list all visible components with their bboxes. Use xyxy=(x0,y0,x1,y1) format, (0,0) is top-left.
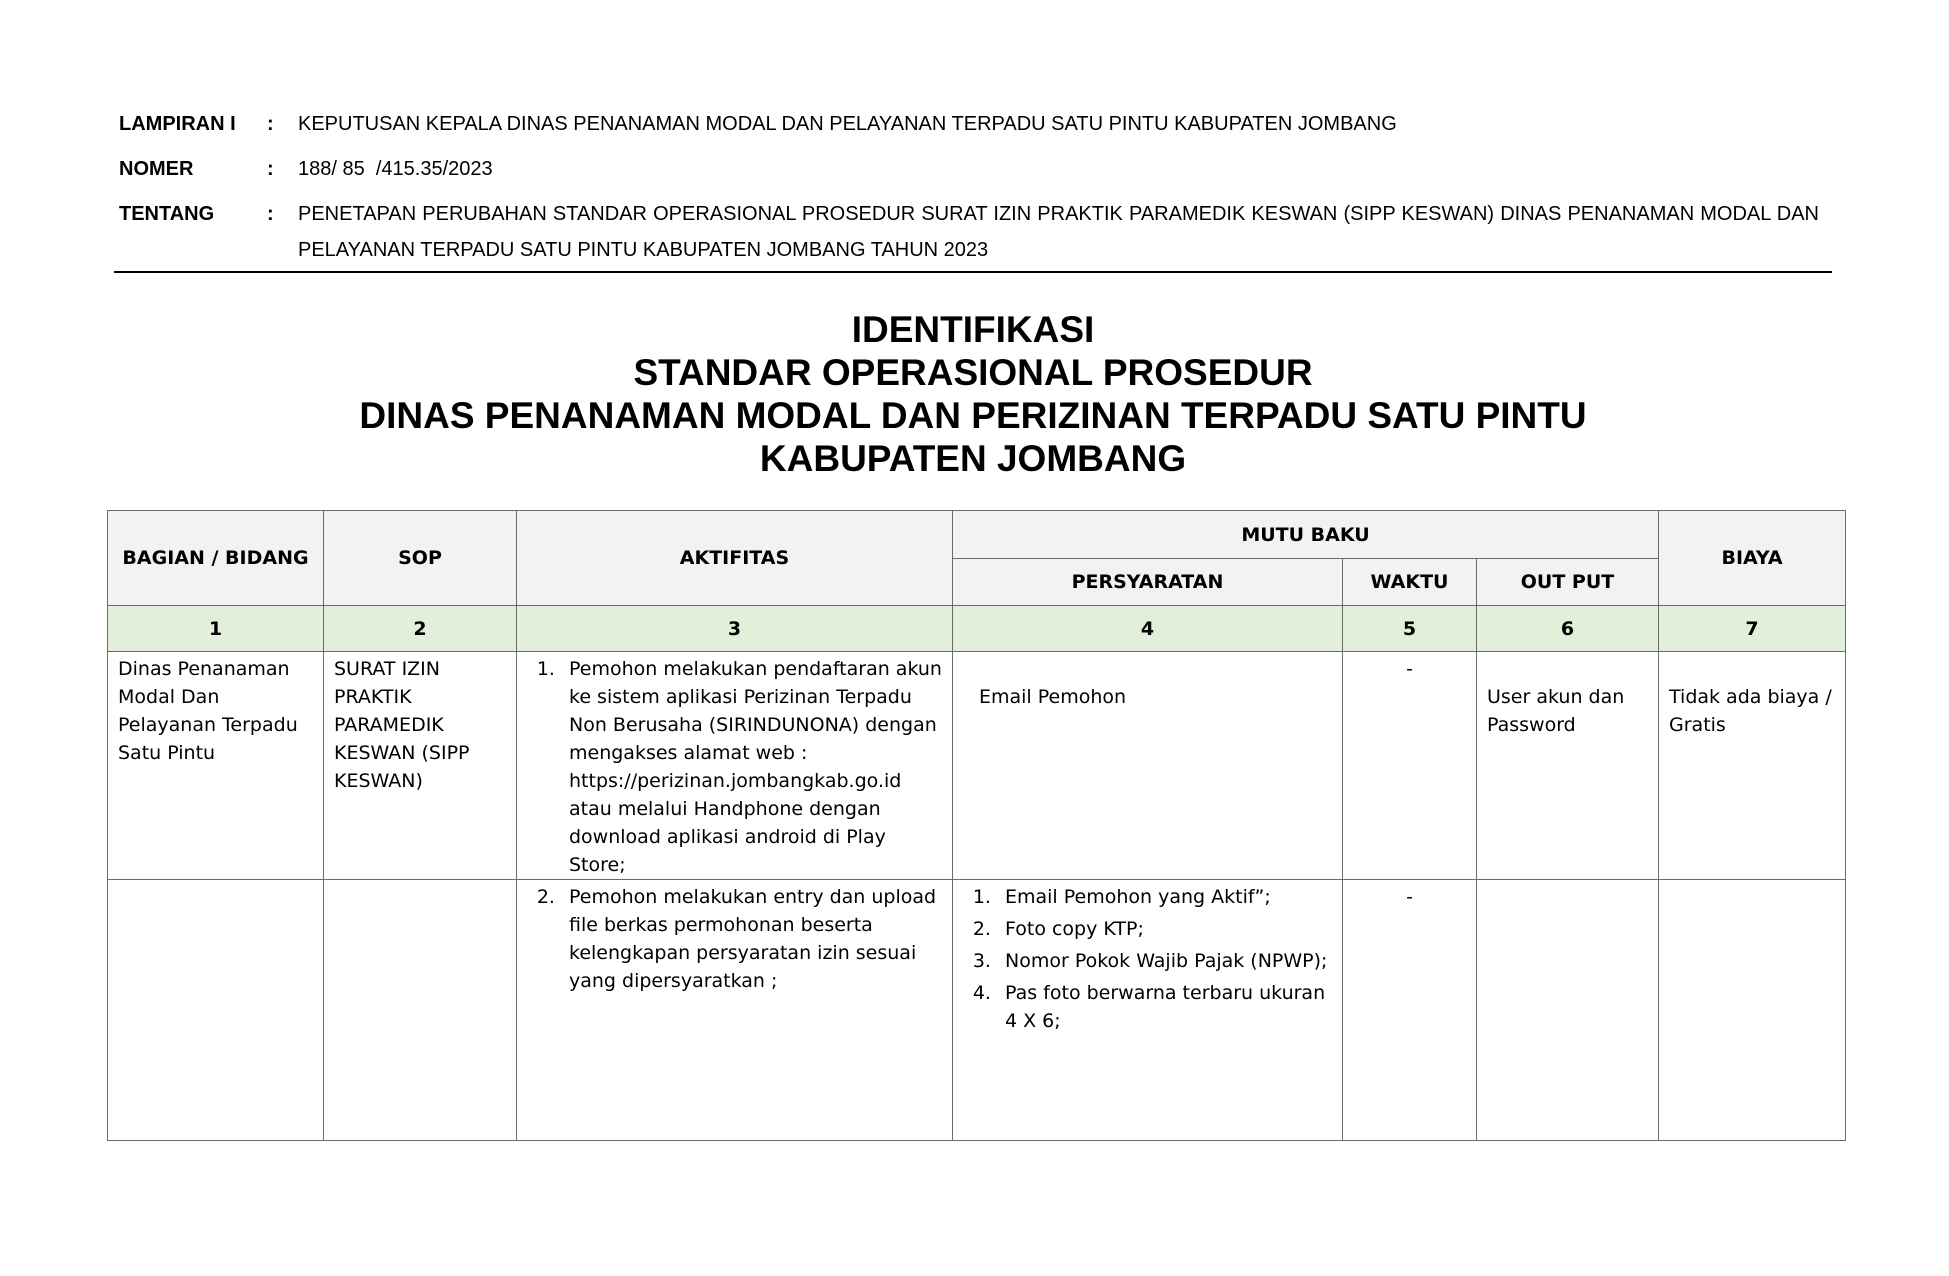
nomer-label: NOMER xyxy=(119,158,194,180)
sop-table xyxy=(107,510,1846,1141)
persyaratan-text: Email Pemohon xyxy=(979,686,1127,708)
col-number: 4 xyxy=(953,606,1343,652)
aktifitas-cell xyxy=(517,652,953,880)
persyaratan-cell xyxy=(953,652,1343,880)
waktu-cell: - xyxy=(1343,652,1477,880)
col-header-mutu-baku: MUTU BAKU xyxy=(953,511,1659,559)
persyaratan-list xyxy=(963,883,1332,1035)
col-number: 2 xyxy=(324,606,517,652)
aktifitas-list xyxy=(527,655,942,879)
header-row xyxy=(108,511,1846,559)
document-header xyxy=(119,114,1819,268)
nomer-value: 188/ 85 /415.35/2023 xyxy=(298,158,493,180)
aktifitas-list xyxy=(527,883,942,995)
col-number: 3 xyxy=(517,606,953,652)
lampiran-label: LAMPIRAN I xyxy=(119,113,236,135)
col-number: 7 xyxy=(1659,606,1846,652)
col-number: 1 xyxy=(108,606,324,652)
bagian-cell: Dinas Penanaman Modal Dan Pelayanan Terpadu Satu Pintu xyxy=(108,652,324,880)
persyaratan-cell xyxy=(953,880,1343,1141)
biaya-text: Tidak ada biaya / Gratis xyxy=(1669,686,1832,736)
persyaratan-item: 2. Foto copy KTP; xyxy=(997,915,1332,943)
waktu-cell: - xyxy=(1343,880,1477,1141)
col-header-waktu: WAKTU xyxy=(1343,559,1477,606)
title-line-4: KABUPATEN JOMBANG xyxy=(759,438,1187,479)
title-line-2: STANDAR OPERASIONAL PROSEDUR xyxy=(633,352,1313,393)
tentang-label: TENTANG xyxy=(119,203,215,225)
table-row xyxy=(108,880,1846,1141)
lampiran-row xyxy=(119,114,1819,142)
output-text: User akun dan Password xyxy=(1487,686,1625,736)
sop-cell: SURAT IZIN PRAKTIK PARAMEDIK KESWAN (SIPP KESWAN) xyxy=(324,652,517,880)
col-number: 5 xyxy=(1343,606,1477,652)
biaya-cell xyxy=(1659,880,1846,1141)
col-header-output: OUT PUT xyxy=(1477,559,1659,606)
tentang-value: PENETAPAN PERUBAHAN STANDAR OPERASIONAL PROSEDUR SURAT IZIN PRAKTIK PARAMEDIK KESWAN (SIPP KESWAN) DINAS PENANAMAN MODAL DAN PELAYANAN TERPADU SATU PINTU KABUPATEN JOMBANG TAHUN 2023 xyxy=(298,203,1819,261)
persyaratan-item: 4. Pas foto berwarna terbaru ukuran 4 X 6; xyxy=(997,979,1332,1035)
col-header-bagian: BAGIAN / BIDANG xyxy=(108,511,324,606)
table-row xyxy=(108,652,1846,880)
colon: : xyxy=(267,203,274,225)
col-header-biaya: BIAYA xyxy=(1659,511,1846,606)
title-line-3: DINAS PENANAMAN MODAL DAN PERIZINAN TERPADU SATU PINTU xyxy=(359,395,1587,436)
nomer-row xyxy=(119,159,1819,187)
col-header-aktifitas: AKTIFITAS xyxy=(517,511,953,606)
colon: : xyxy=(267,158,274,180)
col-number: 6 xyxy=(1477,606,1659,652)
aktifitas-item: 1. Pemohon melakukan pendaftaran akun ke sistem aplikasi Perizinan Terpadu Non Berusaha (SIRINDUNONA) dengan mengakses alamat web : https://perizinan.jombangkab.go.id atau melalui Handphone dengan download aplikasi android di Play Store; xyxy=(561,655,942,879)
title-line-1: IDENTIFIKASI xyxy=(851,309,1095,350)
output-cell xyxy=(1477,880,1659,1141)
document-title xyxy=(114,308,1832,480)
output-cell xyxy=(1477,652,1659,880)
colon: : xyxy=(267,113,274,135)
header-divider xyxy=(114,271,1832,273)
persyaratan-item: 1. Email Pemohon yang Aktif”; xyxy=(997,883,1332,911)
aktifitas-cell xyxy=(517,880,953,1141)
persyaratan-item: 3. Nomor Pokok Wajib Pajak (NPWP); xyxy=(997,947,1332,975)
sop-cell xyxy=(324,880,517,1141)
tentang-row xyxy=(119,204,1819,268)
column-number-row xyxy=(108,606,1846,652)
bagian-cell xyxy=(108,880,324,1141)
col-header-sop: SOP xyxy=(324,511,517,606)
aktifitas-item: 2. Pemohon melakukan entry dan upload file berkas permohonan beserta kelengkapan persyaratan izin sesuai yang dipersyaratkan ; xyxy=(561,883,942,995)
col-header-persyaratan: PERSYARATAN xyxy=(953,559,1343,606)
biaya-cell xyxy=(1659,652,1846,880)
lampiran-value: KEPUTUSAN KEPALA DINAS PENANAMAN MODAL DAN PELAYANAN TERPADU SATU PINTU KABUPATEN JOMBANG xyxy=(298,113,1397,135)
